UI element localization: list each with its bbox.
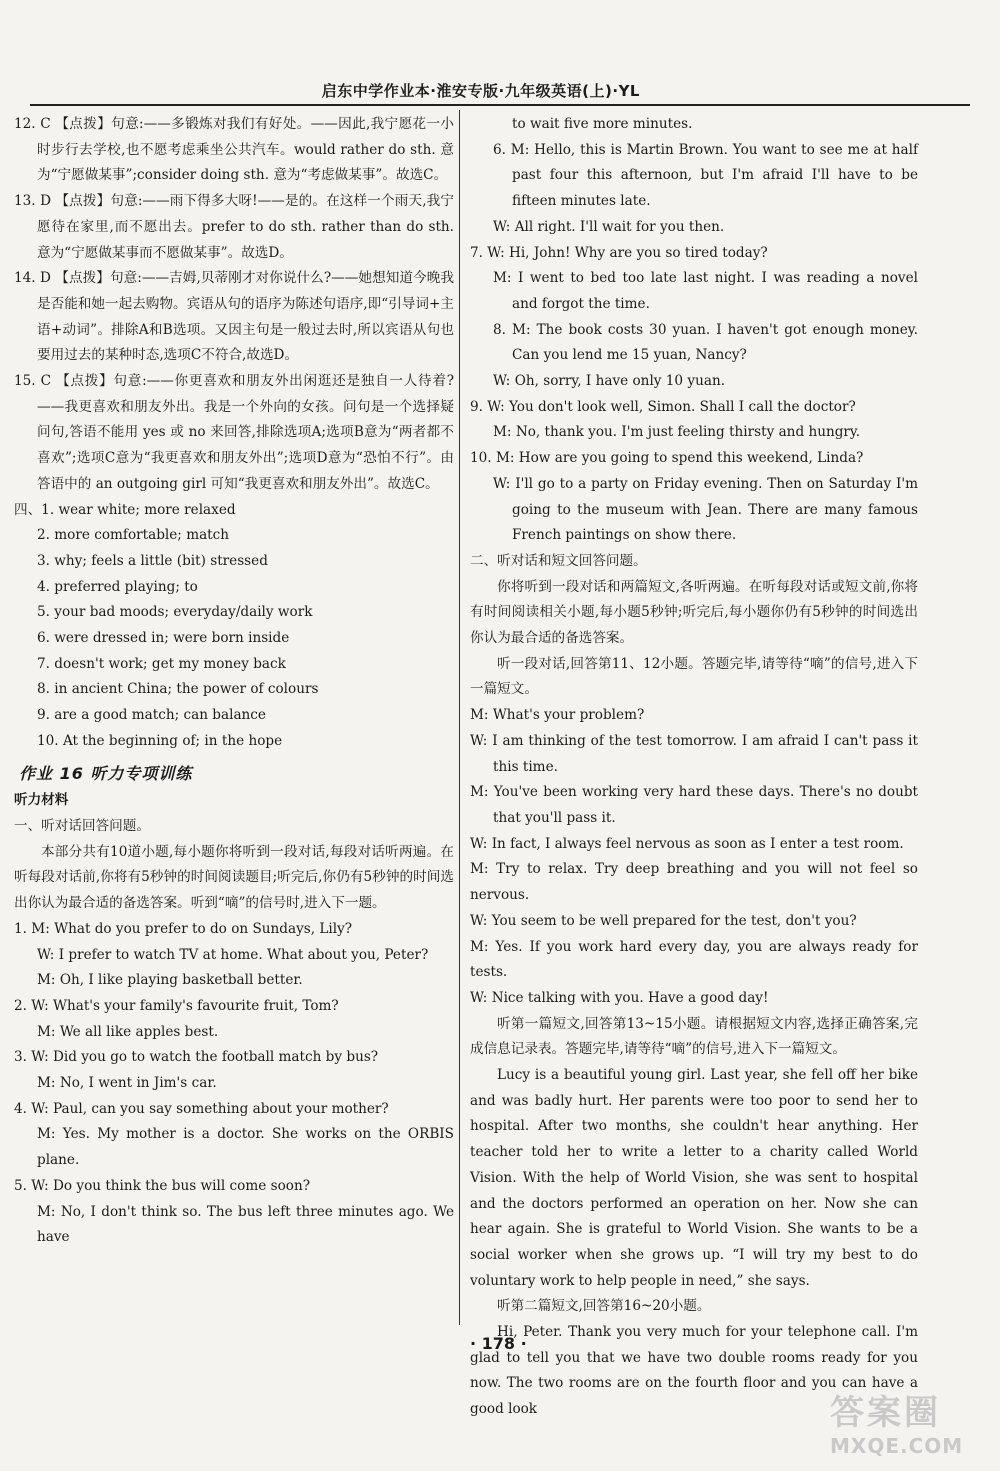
watermark-line2: MXQE.COM	[830, 1434, 964, 1458]
text-line: 10. M: How are you going to spend this weekend, Linda?	[470, 450, 864, 467]
text-line: M: No, I don't think so. The bus left three minutes ago. We have	[37, 1203, 454, 1246]
text-line: M: Oh, I like playing basketball better.	[37, 972, 303, 989]
text-line: M: We all like apples best.	[37, 1023, 219, 1040]
listening-material-part2	[470, 112, 918, 1423]
text-line: 9. W: You don't look well, Simon. Shall I call the doctor?	[470, 398, 856, 415]
text-line: W: In fact, I always feel nervous as soon as I enter a test room.	[470, 835, 904, 852]
text-line: M: You've been working very hard these days. There's no doubt that you'll pass it.	[470, 784, 918, 826]
text-line: M: Yes. If you work hard every day, you are always ready for tests.	[470, 938, 918, 981]
listening-material-part1	[14, 788, 454, 1251]
text-line: Lucy is a beautiful young girl. Last year, she fell off her bike and was badly hurt. Her parents were too poor to send her to hospital. After two months, she couldn't hear anything. Her teacher told her to write a letter to a charity called World Vision. With the help of World Vision, she was sent to hospital and the doctors performed an operation on her. Now she can hear again. She is grateful to World Vision. She wants to be a social worker when she grows up. “I will try my best to do voluntary work to help people in need,” she says.	[470, 1067, 918, 1289]
text-line: 9. are a good match; can balance	[37, 707, 266, 724]
text-line: M: No, thank you. I'm just feeling thirsty and hungry.	[493, 424, 861, 441]
text-line: W: Nice talking with you. Have a good day!	[470, 989, 769, 1006]
text-line: 10. At the beginning of; in the hope	[37, 732, 283, 749]
text-line: W: I prefer to watch TV at home. What about you, Peter?	[37, 946, 429, 963]
watermark-line1: 答案圈	[830, 1393, 941, 1433]
left-column	[14, 112, 454, 1251]
text-line: 7. doesn't work; get my money back	[37, 655, 286, 672]
text-line: 你将听到一段对话和两篇短文,各听两遍。在听每段对话或短文前,你将有时间阅读相关小题,每小题5秒钟;听完后,每小题你仍有5秒钟的时间选出你认为最合适的备选答案。	[470, 578, 918, 647]
answer-explanations	[14, 112, 454, 755]
text-line: W: All right. I'll wait for you then.	[493, 218, 725, 235]
header-title: 启东中学作业本·淮安专版·九年级英语(上)·YL	[321, 82, 640, 100]
text-line: 听第一篇短文,回答第13~15小题。请根据短文内容,选择正确答案,完成信息记录表。答题完毕,请等待“嘀”的信号,进入下一篇短文。	[470, 1015, 918, 1058]
running-header	[30, 78, 970, 106]
text-line: 1. M: What do you prefer to do on Sundays, Lily?	[14, 920, 353, 937]
text-line: 本部分共有10道小题,每小题你将听到一段对话,每段对话听两遍。在听每段对话前,你将有5秒钟的时间阅读题目;听完后,你仍有5秒钟的时间选出你认为最合适的备选答案。听到“嘀”的信号时,进入下一题。	[14, 843, 454, 912]
text-line: M: No, I went in Jim's car.	[37, 1075, 217, 1092]
text-line: 听第二篇短文,回答第16~20小题。	[497, 1298, 711, 1315]
text-line: 5. W: Do you think the bus will come soon?	[14, 1177, 310, 1194]
text-line: M: What's your problem?	[470, 707, 645, 724]
text-line: M: I went to bed too late last night. I was reading a novel and forgot the time.	[493, 270, 918, 312]
text-line: 8. M: The book costs 30 yuan. I haven't got enough money. Can you lend me 15 yuan, Nancy?	[493, 321, 918, 364]
text-line: 听一段对话,回答第11、12小题。答题完毕,请等待“嘀”的信号,进入下一篇短文。	[470, 655, 918, 698]
text-line: W: You seem to be well prepared for the test, don't you?	[470, 912, 857, 929]
text-line: M: Yes. My mother is a doctor. She works on the ORBIS plane.	[37, 1126, 454, 1169]
text-line: W: Oh, sorry, I have only 10 yuan.	[493, 373, 726, 390]
text-line: 12. C 【点拨】句意:——多锻炼对我们有好处。——因此,我宁愿花一小时步行去学校,也不愿考虑乘坐公共汽车。would rather do sth. 意为“宁愿做某事”;consider doing sth. 意为“考虑做某事”。故选C。	[14, 116, 454, 184]
text-line: 3. W: Did you go to watch the football match by bus?	[14, 1049, 379, 1066]
text-line: 4. W: Paul, can you say something about your mother?	[14, 1100, 389, 1117]
text-line: 8. in ancient China; the power of colours	[37, 681, 319, 698]
text-line: 6. M: Hello, this is Martin Brown. You want to see me at half past four this afternoon, but I'm afraid I'll have to be fifteen minutes late.	[493, 141, 918, 210]
text-line: 听力材料	[14, 792, 69, 809]
text-line: Hi, Peter. Thank you very much for your telephone call. I'm glad to tell you that we have two double rooms ready for you now. The two rooms are on the fourth floor and you can have a good look	[470, 1324, 918, 1418]
text-line: 5. your bad moods; everyday/daily work	[37, 604, 313, 621]
text-line: 15. C 【点拨】句意:——你更喜欢和朋友外出闲逛还是独自一人待着?——我更喜欢和朋友外出。我是一个外向的女孩。问句是一个选择疑问句,答语不能用 yes 或 no 来回答,排除选项A;选项B意为“两者都不喜欢”;选项C意为“我更喜欢和朋友外出”;选项D意为“恐怕不行”。由答语中的 an outgoing girl 可知“我更喜欢和朋友外出”。故选C。	[14, 373, 454, 492]
text-line: 3. why; feels a little (bit) stressed	[37, 552, 268, 569]
text-line: 四、1. wear white; more relaxed	[14, 501, 236, 518]
text-line: 2. more comfortable; match	[37, 527, 230, 544]
section-title: 作业 16 听力专项训练	[19, 763, 193, 783]
text-line: 13. D 【点拨】句意:——雨下得多大呀!——是的。在这样一个雨天,我宁愿待在家里,而不愿出去。prefer to do sth. rather than do sth. 意为“宁愿做某事而不愿做某事”。故选D。	[14, 193, 454, 261]
text-line: 6. were dressed in; were born inside	[37, 630, 290, 647]
right-column	[470, 112, 918, 1423]
text-line: 4. preferred playing; to	[37, 578, 198, 595]
text-line: W: I am thinking of the test tomorrow. I am afraid I can't pass it this time.	[470, 732, 918, 775]
text-line: W: I'll go to a party on Friday evening. Then on Saturday I'm going to the museum with Jean. There are many famous French paintings on show there.	[493, 475, 918, 544]
text-line: M: Try to relax. Try deep breathing and you will not feel so nervous.	[470, 861, 918, 904]
text-line: 2. W: What's your family's favourite fruit, Tom?	[14, 997, 339, 1014]
text-line: 二、听对话和短文回答问题。	[470, 552, 647, 569]
text-line: 7. W: Hi, John! Why are you so tired today?	[470, 244, 768, 261]
text-line: 14. D 【点拨】句意:——吉姆,贝蒂刚才对你说什么?——她想知道今晚我是否能和她一起去购物。宾语从句的语序为陈述句语序,即“引导词+主语+动词”。排除A和B选项。又因主句是一般过去时,所以宾语从句也要用过去的某种时态,选项C不符合,故选D。	[14, 270, 454, 364]
column-divider	[459, 110, 460, 1325]
watermark-logo	[830, 1385, 995, 1465]
page-number: · 178 ·	[470, 1334, 527, 1353]
text-line: 一、听对话回答问题。	[14, 817, 150, 834]
text-line: to wait five more minutes.	[512, 116, 693, 132]
